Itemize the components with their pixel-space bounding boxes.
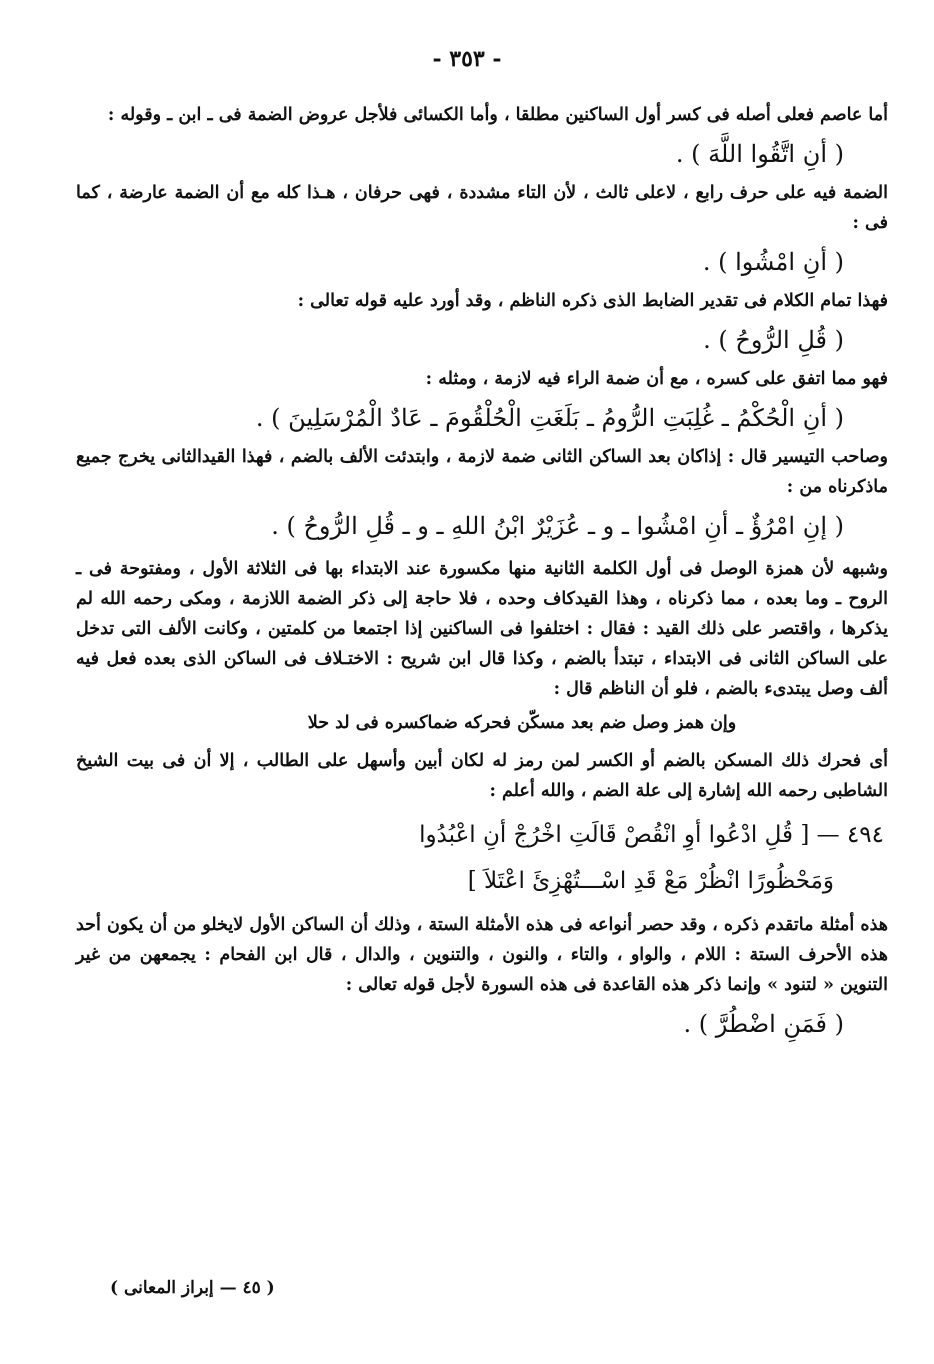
page-body xyxy=(76,100,888,1048)
page-number: - ٣٥٣ - xyxy=(432,46,502,72)
paragraph: أما عاصم فعلى أصله فى كسر أول الساكنين مطلقا ، وأما الكسائى فلأجل عروض الضمة فى ـ ابن ـ وقوله : xyxy=(107,105,888,125)
shatibiyya-verse xyxy=(76,812,888,904)
quran-quote: ( أنِ امْشُوا ) . xyxy=(702,248,844,276)
paragraph: وشبهه لأن همزة الوصل فى أول الكلمة الثانية منها مكسورة عند الابتداء بها فى الثلاثة الأول ، ومفتوحة فى ـ الروح ـ وما بعده ، مما ذكرناه ، وهذا القيدكاف وحده ، فلا حاجة إلى ذكر الضمة اللازمة ، ومكى رحمه الله لم يذكرها ، واقتصر على ذلك القيد : فقال : اختلفوا فى الساكنين إذا اجتمعا من كلمتين ، وكانت الألف التى تدخل على الساكن الثانى فى الابتداء ، تبتدأ بالضم ، وكذا قال ابن شريح : الاختـلاف فى الساكن الذى بعده فعل فيه ألف وصل يبتدىء بالضم ، فلو أن الناظم قال : xyxy=(76,559,888,699)
quran-quote: ( أنِ اتَّقُوا اللَّهَ ) . xyxy=(675,140,844,168)
verse-line-2: وَمَحْظُورًا انْظُرْ مَعْ قَدِ اسْـــتُهْزِئَ اعْتَلاَ ] xyxy=(467,868,834,894)
paragraph: هذه أمثلة ماتقدم ذكره ، وقد حصر أنواعه فى هذه الأمثلة الستة ، وذلك أن الساكن الأول لايخلو من أن يكون أحد هذه الأحرف الستة : اللام ، والواو ، والتاء ، والنون ، والتنوين ، والدال ، قال ابن الفحام : يجمعهن من غير التنوين « لتنود » وإنما ذكر هذه القاعدة فى هذه السورة لأجل قوله تعالى : xyxy=(76,915,888,995)
poem-verse: وإن همز وصل ضم بعد مسكّن فحركه ضماكسره فى لد حلا xyxy=(307,713,737,733)
paragraph: وصاحب التيسير قال : إذاكان بعد الساكن الثانى ضمة لازمة ، وابتدئت الألف بالضم ، فهذا القيدالثانى يخرج جميع ماذكرناه من : xyxy=(76,447,888,497)
paragraph: أى فحرك ذلك المسكن بالضم أو الكسر لمن رمز له لكان أبين وأسهل على الطالب ، إلا أن فى بيت الشيخ الشاطبى رحمه الله إشارة إلى علة الضم ، والله أعلم : xyxy=(76,751,888,801)
paragraph: فهذا تمام الكلام فى تقدير الضابط الذى ذكره الناظم ، وقد أورد عليه قوله تعالى : xyxy=(297,291,888,311)
quran-quote: ( إنِ امْرُؤٌ ـ أنِ امْشُوا ـ و ـ عُزَيْرٌ ابْنُ اللهِ ـ و ـ قُلِ الرُّوحُ ) . xyxy=(271,512,844,540)
footer-signature: ( ٤٥ — إبراز المعانى ) xyxy=(110,1278,275,1298)
paragraph: الضمة فيه على حرف رابع ، لاعلى ثالث ، لأن التاء مشددة ، فهى حرفان ، هـذا كله مع أن الضمة عارضة ، كما فى : xyxy=(76,183,888,233)
paragraph: فهو مما اتفق على كسره ، مع أن ضمة الراء فيه لازمة ، ومثله : xyxy=(425,369,888,389)
verse-line-1: ٤٩٤ — [ قُلِ ادْعُوا أوِ انْقُصْ قَالَتِ اخْرُجْ أنِ اعْبُدُوا xyxy=(419,822,884,848)
quran-quote: ( فَمَنِ اضْطُرَّ ) . xyxy=(683,1010,844,1038)
quran-quote: ( قُلِ الرُّوحُ ) . xyxy=(703,326,844,354)
quran-quote: ( أنِ الْحُكْمُ ـ غُلِبَتِ الرُّومُ ـ بَلَغَتِ الْحُلْقُومَ ـ عَادٌ الْمُرْسَلِينَ ) . xyxy=(255,404,844,432)
